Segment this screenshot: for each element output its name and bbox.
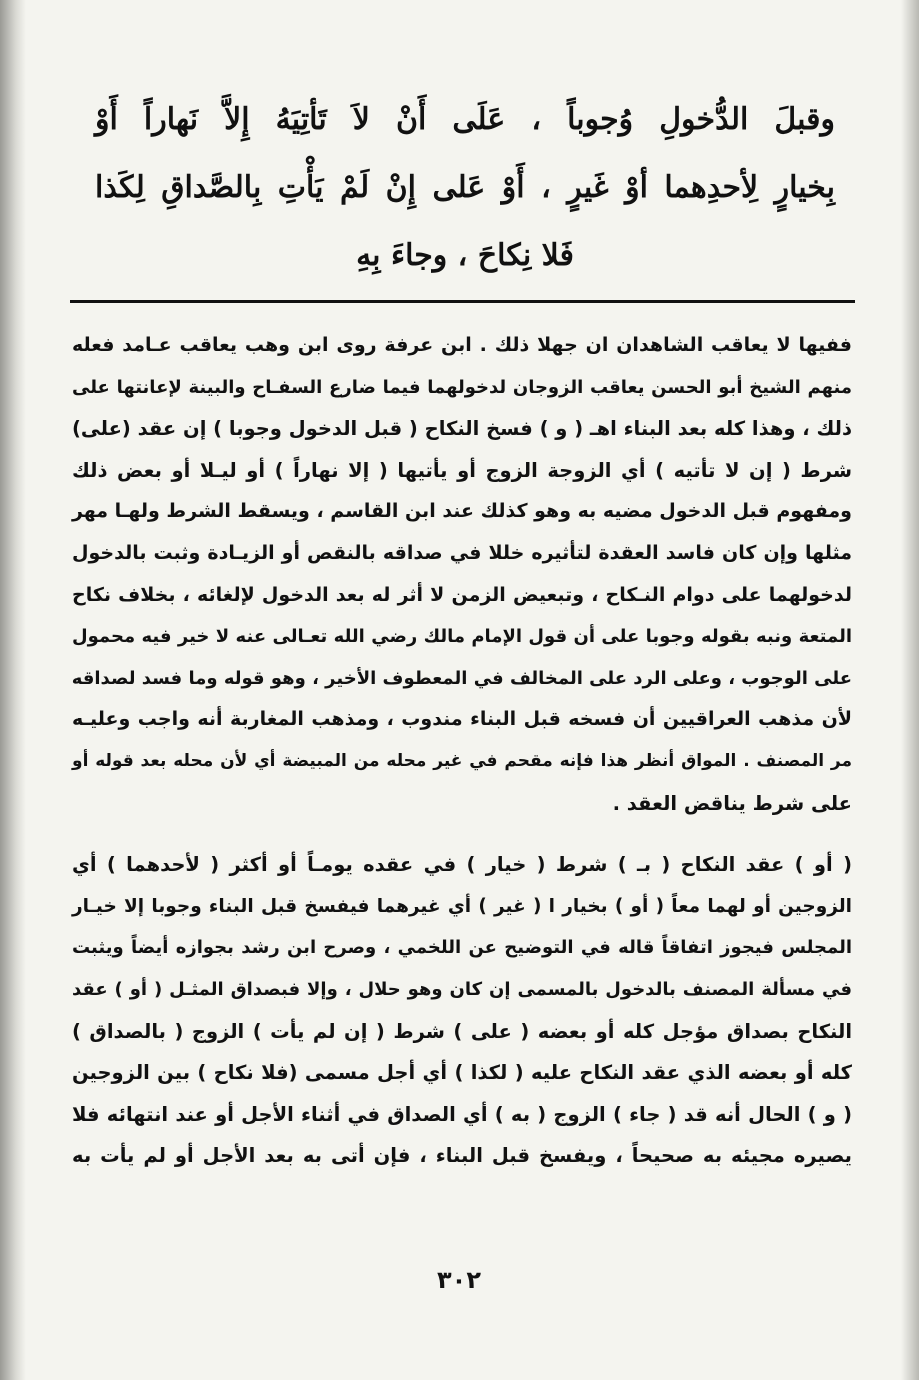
commentary-line: النكاح بصداق مؤجل كله أو بعضه ( على ) شرط ( إن لم يأت ) الزوج ( بالصداق )	[72, 1019, 852, 1043]
matn-line: وقبلَ الدُّخولِ وُجوباً ، عَلَى أَنْ لاَ تَأتِيَهُ إِلاَّ نَهاراً أَوْ	[95, 102, 835, 137]
page-edge-shadow-left	[0, 0, 26, 1380]
commentary-line: المجلس فيجوز اتفاقاً قاله في التوضيح عن اللخمي ، وصرح ابن رشد بجوازه أيضاً ويثبت	[72, 937, 852, 959]
commentary-line: شرط ( إن لا تأتيه ) أي الزوجة الزوج أو يأتيها ( إلا نهاراً ) أو ليـلا أو بعض ذلك	[72, 458, 852, 482]
commentary-line: لأن مذهب العراقيين أن فسخه قبل البناء مندوب ، ومذهب المغاربة أنه واجب وعليـه	[72, 708, 852, 731]
commentary-line: منهم الشيخ أبو الحسن يعاقب الزوجان لدخولهما فيما ضارع السفـاح والبينة لإعانتها على	[72, 376, 852, 398]
commentary-line: ( و ) الحال أنه قد ( جاء ) الزوج ( به ) أي الصداق في أثناء الأجل أو عند انتهائه فلا	[72, 1102, 852, 1126]
commentary-line: كله أو بعضه الذي عقد النكاح عليه ( لكذا ) أي أجل مسمى (فلا نكاح ) بين الزوجين	[72, 1061, 852, 1085]
commentary-line: مر المصنف . المواق أنظر هذا فإنه مقحم في غير محله من المبيضة أي لأن محله بعد قوله أو	[72, 750, 852, 771]
commentary-line: ( أو ) عقد النكاح ( بـ ) شرط ( خيار ) في عقده يومـاً أو أكثر ( لأحدهما ) أي	[72, 853, 852, 877]
commentary-line: على الوجوب ، وعلى الرد على المخالف في المعطوف الأخير ، وهو قوله وما فسد لصداقه	[71, 667, 852, 689]
commentary-line: مثلها وإن كان فاسد العقدة لتأثيره خللا في صداقه بالنقص أو الزيـادة وثبت بالدخول	[72, 541, 852, 564]
commentary-line: المتعة ونبه بقوله وجوبا على أن قول الإمام مالك رضي الله تعـالى عنه لا خير فيه محمول	[72, 626, 852, 648]
separator-rule	[70, 300, 855, 303]
commentary-line: ففيها لا يعاقب الشاهدان ان جهلا ذلك . ابن عرفة روى ابن وهب يعاقب عـامد فعله	[72, 334, 852, 356]
commentary-line: لدخولهما على دوام النـكاح ، وتبعيض الزمن لا أثر له بعد الدخول لإلغائه ، بخلاف نكاح	[72, 583, 852, 606]
commentary-line: ومفهوم قبل الدخول مضيه به وهو كذلك عند ابن القاسم ، ويسقط الشرط ولهـا مهر	[71, 500, 852, 523]
commentary-line: في مسألة المصنف بالدخول بالمسمى إن كان وهو حلال ، وإلا فبصداق المثـل ( أو ) عقد	[72, 978, 852, 1000]
commentary-line: يصيره مجيئه به صحيحاً ، ويفسخ قبل البناء ، فإن أتى به بعد الأجل أو لم يأت به	[72, 1144, 852, 1168]
commentary-paragraph	[72, 325, 852, 824]
matn-text	[95, 86, 835, 290]
commentary-text	[72, 325, 852, 1177]
commentary-line: الزوجين أو لهما معاً ( أو ) بخيار ا ( غير ) أي غيرهما فيفسخ قبل البناء وجوبا إلا خيـار	[72, 895, 852, 917]
commentary-line: ذلك ، وهذا كله بعد البناء اهـ ( و ) فسخ النكاح ( قبل الدخول وجوبا ) إن عقد (على)	[72, 417, 852, 441]
page-edge-shadow-right	[901, 0, 919, 1380]
commentary-line: على شرط يناقض العقد .	[612, 791, 852, 815]
matn-line: فَلا نِكاحَ ، وجاءَ بِهِ	[356, 238, 574, 273]
page-number: ٣٠٢	[437, 1266, 481, 1294]
commentary-paragraph	[72, 844, 852, 1177]
matn-line: بِخيارٍ لِأحدِهما أوْ غَيرٍ ، أَوْ عَلى إِنْ لَمْ يَأْتِ بِالصَّداقِ لِكَذا	[95, 170, 835, 205]
